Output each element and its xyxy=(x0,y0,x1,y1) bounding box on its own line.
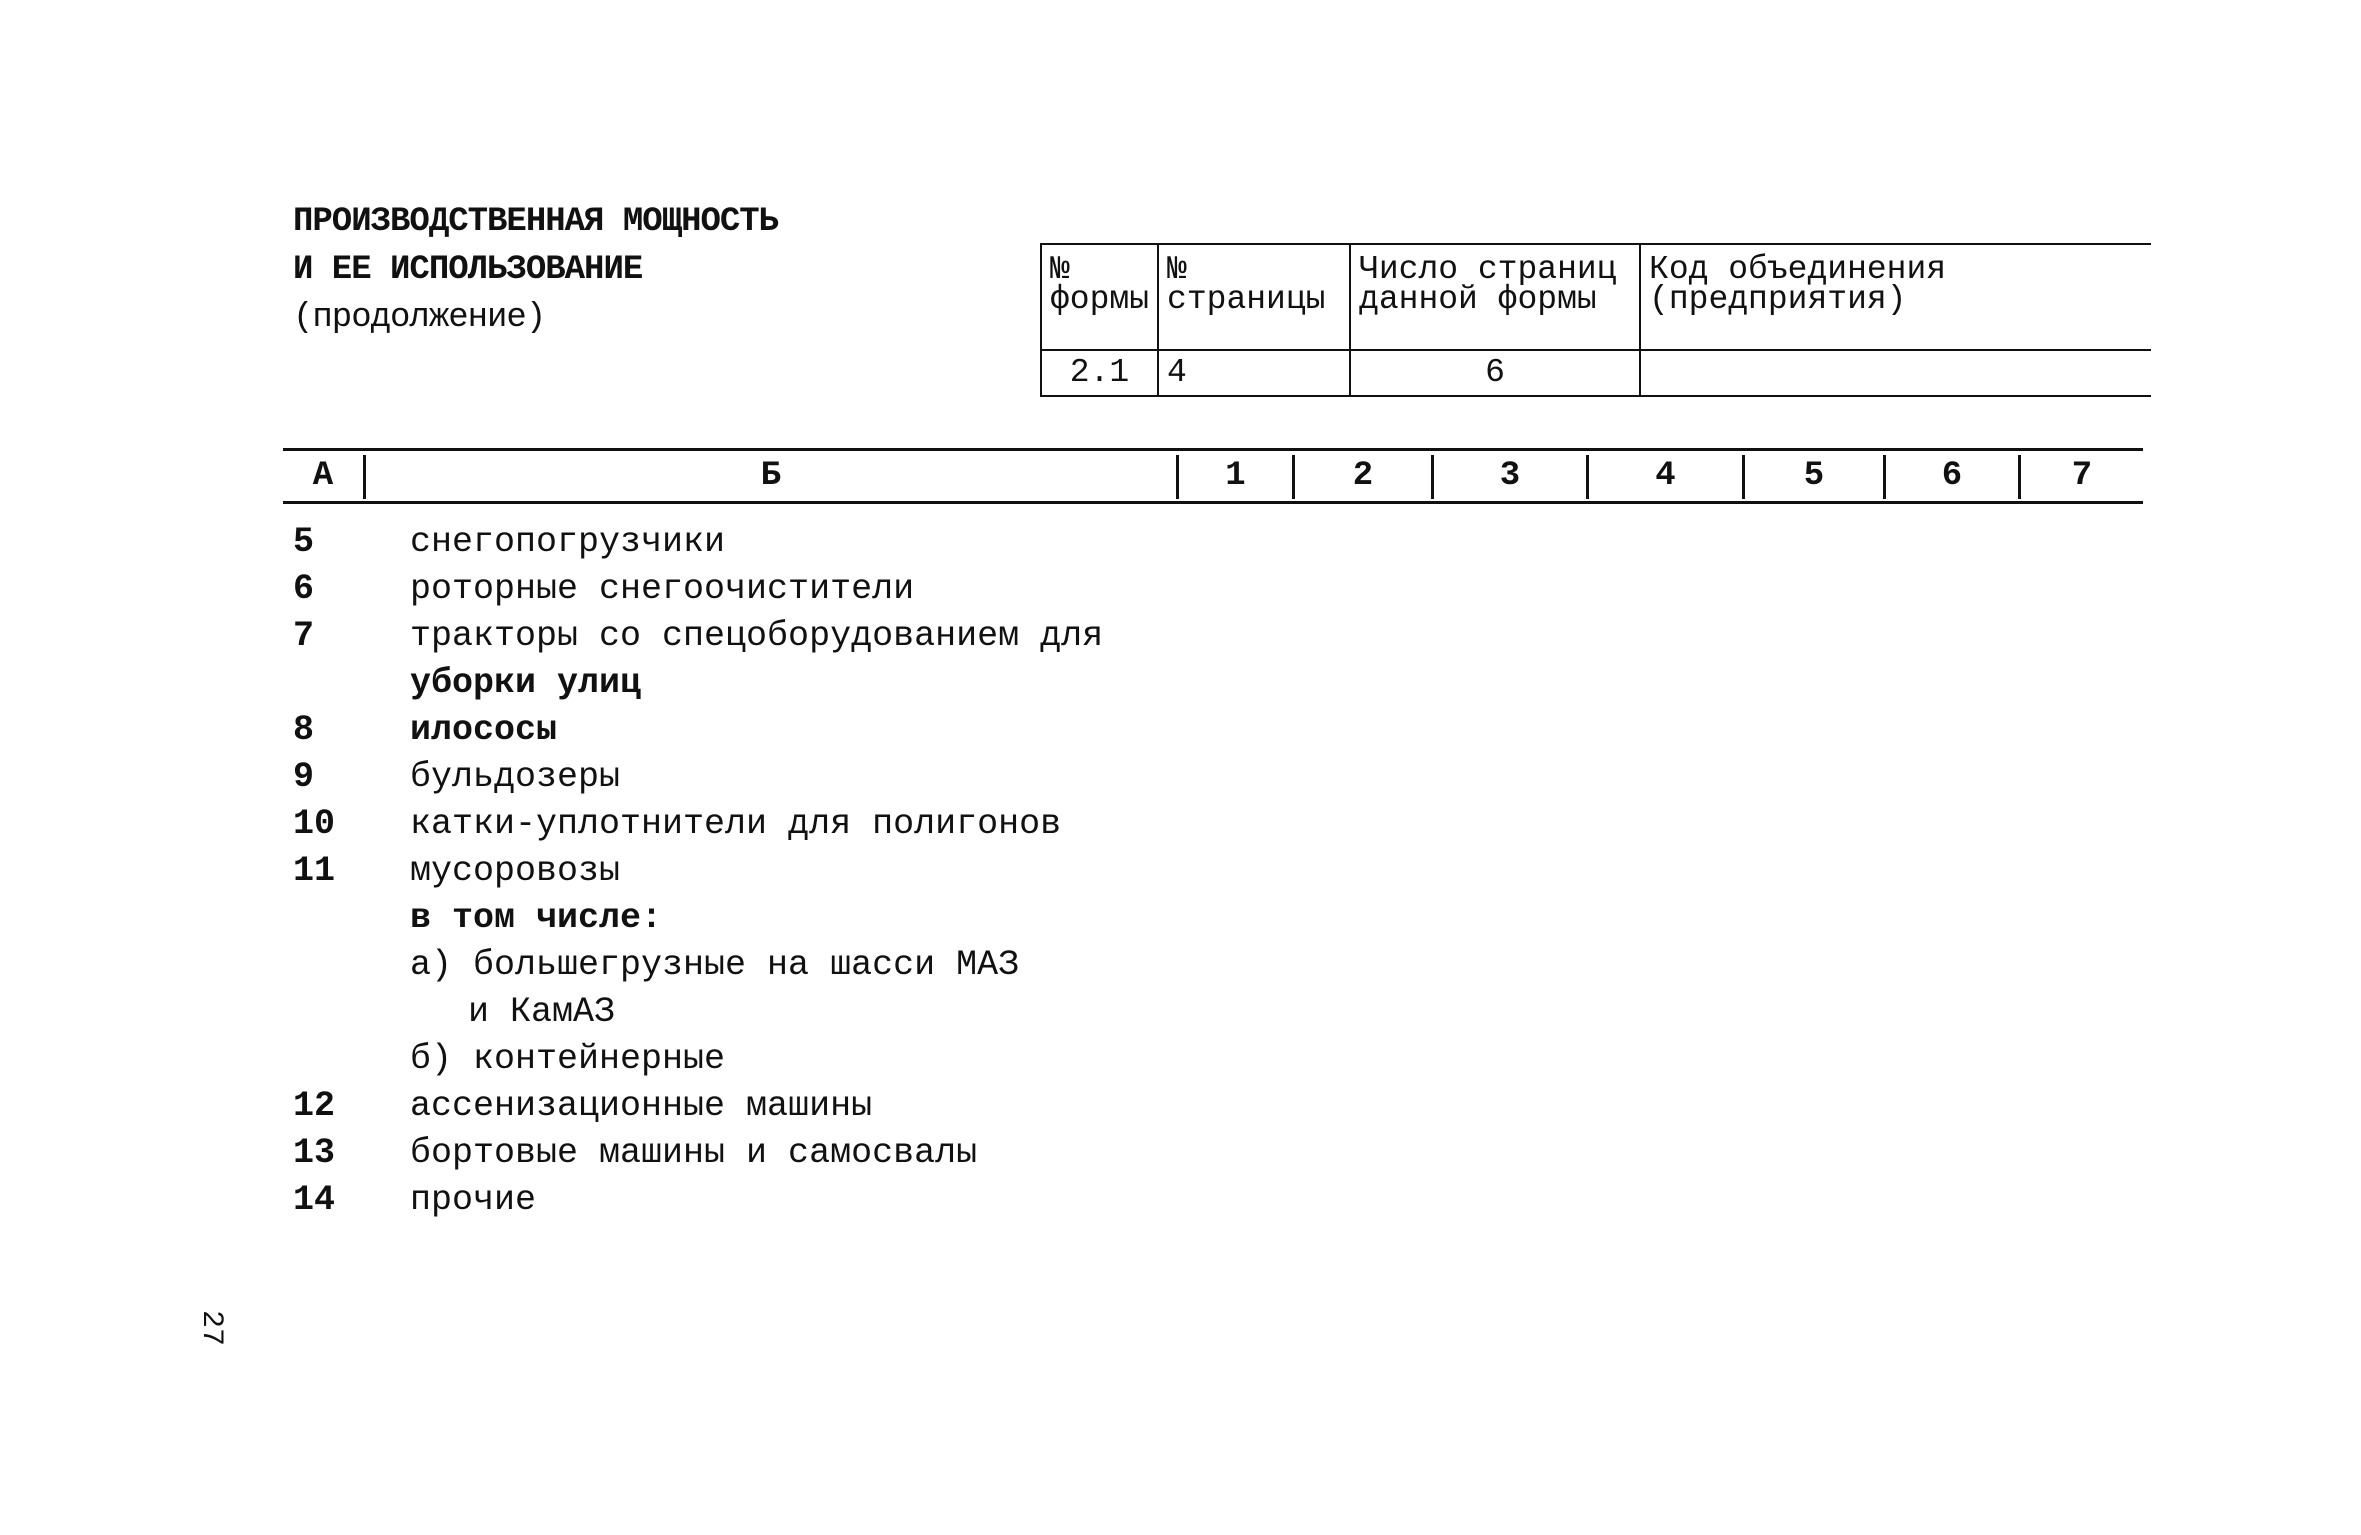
row-number: 12 xyxy=(293,1086,336,1126)
row-label: ассенизационные машины xyxy=(410,1086,873,1126)
row-label: и КамАЗ xyxy=(468,992,616,1032)
row-label: илососы xyxy=(410,710,558,750)
column-header xyxy=(283,448,2143,504)
page-number-header: № страницы xyxy=(1158,244,1350,350)
row-label: катки-уплотнители для полигонов xyxy=(410,804,1062,844)
row-number: 7 xyxy=(293,616,315,656)
form-info-value-row xyxy=(1041,350,2151,396)
column-2: 2 xyxy=(1352,457,1374,495)
row-label: бортовые машины и самосвалы xyxy=(410,1133,978,1173)
page-number: 27 xyxy=(194,1310,228,1347)
page-number-value: 4 xyxy=(1158,350,1350,396)
column-b: Б xyxy=(760,457,782,495)
column-a: А xyxy=(312,457,334,495)
row-label: уборки улиц xyxy=(410,663,642,703)
column-7: 7 xyxy=(2071,457,2093,495)
form-info-header-row xyxy=(1041,244,2151,350)
row-number: 9 xyxy=(293,757,315,797)
column-5: 5 xyxy=(1803,457,1825,495)
title-line-3: (продолжение) xyxy=(293,299,546,337)
column-4: 4 xyxy=(1655,457,1676,495)
form-number-header: № формы xyxy=(1041,244,1158,350)
form-number-value: 2.1 xyxy=(1041,350,1158,396)
column-6: 6 xyxy=(1941,457,1963,495)
form-info-table xyxy=(1040,243,2151,397)
row-number: 10 xyxy=(293,804,336,844)
row-number: 11 xyxy=(293,851,336,891)
title-line-1: ПРОИЗВОДСТВЕННАЯ МОЩНОСТЬ xyxy=(293,203,779,241)
row-label: роторные снегоочистители xyxy=(410,569,915,609)
row-label: в том числе: xyxy=(410,898,663,938)
row-label: бульдозеры xyxy=(410,757,621,797)
row-number: 8 xyxy=(293,710,315,750)
page-count-value: 6 xyxy=(1350,350,1640,396)
column-3: 3 xyxy=(1499,457,1521,495)
row-number: 13 xyxy=(293,1133,336,1173)
enterprise-code-header: Код объединения (предприятия) xyxy=(1640,244,2151,350)
row-number: 14 xyxy=(293,1180,336,1220)
column-1: 1 xyxy=(1225,457,1246,495)
enterprise-code-value xyxy=(1640,350,2151,396)
row-number: 6 xyxy=(293,569,315,609)
row-number: 5 xyxy=(293,522,315,562)
row-label: прочие xyxy=(410,1180,537,1220)
row-label: снегопогрузчики xyxy=(410,522,726,562)
row-label: а) большегрузные на шасси МАЗ xyxy=(410,945,1020,985)
title-line-2: И ЕЕ ИСПОЛЬЗОВАНИЕ xyxy=(293,251,643,289)
row-label: мусоровозы xyxy=(410,851,621,891)
row-label: б) контейнерные xyxy=(410,1039,726,1079)
page-count-header: Число страниц данной формы xyxy=(1350,244,1640,350)
row-label: тракторы со спецоборудованием для xyxy=(410,616,1104,656)
